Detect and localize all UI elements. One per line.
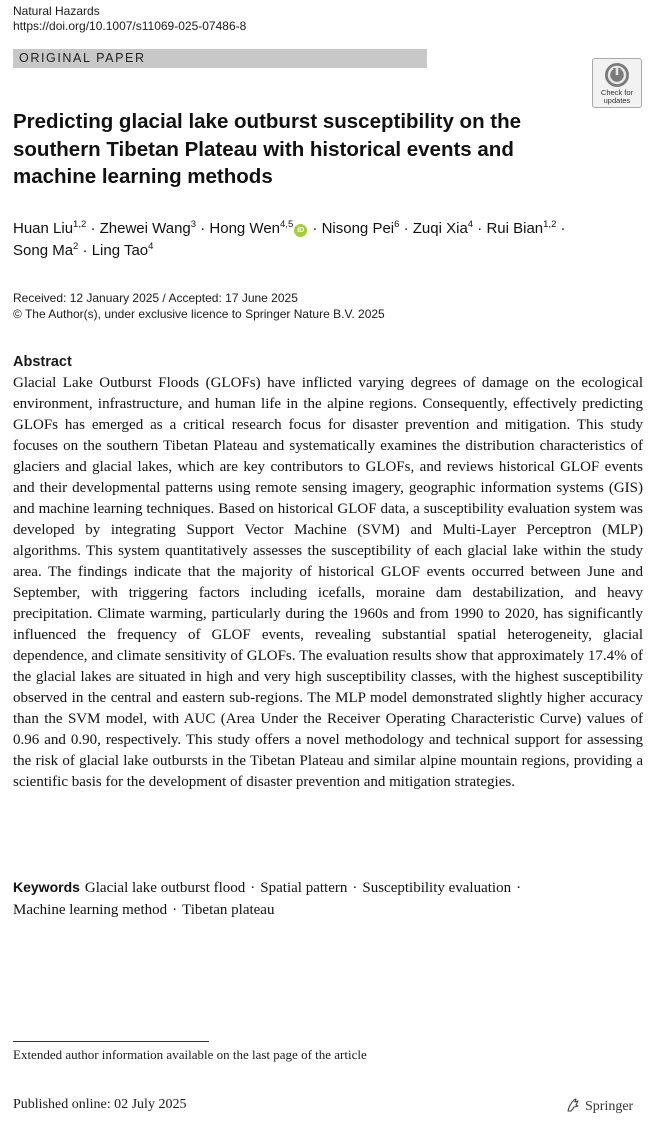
publisher-name: Springer <box>585 1099 634 1114</box>
keyword-item: Glacial lake outburst flood <box>84 880 246 896</box>
abstract-text: Glacial Lake Outburst Floods (GLOFs) have inflicted varying degrees of damage on the ecological environment, infrastructure, and human life in the alpine regions. Consequently, effectively predicting GLOFs has emerged as a critical research focus for disaster prevention and mitigation. This study focuses on the southern Tibetan Plateau and systematically examines the distribution characteristics of glaciers and glacial lakes, which are key contributors to GLOFs, and reviews historical GLOF events and their developmental patterns using remote sensing imagery, geographic information systems (GIS) and machine learning techniques. Based on historical GLOF data, a susceptibility evaluation system was developed by integrating Support Vector Machine (SVM) and Multi-Layer Perceptron (MLP) algorithms. This system quantitatively assesses the susceptibility of each glacial lake within the study area. The findings indicate that the majority of historical GLOF events occurred between June and September, with triggering factors including icefalls, moraine dam destabilization, and heavy precipitation. Climate warming, particularly during the 1960s and from 1990 to 2020, has significantly influenced the frequency of GLOF events, revealing substantial spatial heterogeneity, glacial dependence, and climate sensitivity of GLOFs. The evaluation results show that approximately 17.4% of the glacial lakes are situated in high and very high susceptibility classes, with the highest susceptibility observed in the central and eastern sub-regions. The MLP model demonstrated slightly higher accuracy than the SVM model, with AUC (Area Under the Receiver Operating Characteristic Curve) values of 0.96 and 0.90, respectively. This study offers a novel methodology and technical support for assessing the risk of glacial lake outbursts in the Tibetan Plateau and similar alpine mountain regions, providing a scientific basis for the development of disaster prevention and mitigation strategies. <box>13 375 643 790</box>
springer-logo <box>565 1097 633 1116</box>
author-name[interactable]: Nisong Pei <box>321 220 395 237</box>
author-affiliation: 3 <box>190 219 197 230</box>
keywords-section <box>13 876 623 921</box>
check-for-updates-badge[interactable] <box>592 58 642 108</box>
author-separator: · <box>312 220 318 237</box>
doi-link[interactable]: https://doi.org/10.1007/s11069-025-07486-8 <box>13 19 247 33</box>
author-list <box>13 218 613 262</box>
keyword-item: Tibetan plateau <box>182 902 275 918</box>
article-type-banner: ORIGINAL PAPER <box>13 49 427 68</box>
author-separator: · <box>560 220 566 237</box>
abstract-heading: Abstract <box>13 354 72 370</box>
author-separator: · <box>200 220 206 237</box>
author-affiliation: 6 <box>394 219 400 230</box>
author-name[interactable]: Hong Wen <box>209 220 281 237</box>
journal-name: Natural Hazards <box>13 4 100 18</box>
author-name[interactable]: Zhewei Wang <box>99 220 191 237</box>
author-affiliation: 4 <box>148 241 154 252</box>
author-name[interactable]: Huan Liu <box>13 220 74 237</box>
check-updates-icon <box>604 62 630 88</box>
author-affiliation: 2 <box>73 241 79 252</box>
received-accepted-dates: Received: 12 January 2025 / Accepted: 17 June 2025 <box>13 291 298 305</box>
author-affiliation: 1,2 <box>543 219 557 230</box>
author-name[interactable]: Ling Tao <box>91 242 149 259</box>
author-separator: · <box>90 220 96 237</box>
keyword-separator: · <box>516 880 522 896</box>
copyright-notice: © The Author(s), under exclusive licence to Springer Nature B.V. 2025 <box>13 307 385 321</box>
orcid-icon[interactable]: iD <box>294 224 307 237</box>
author-affiliation: 1,2 <box>73 219 87 230</box>
article-title: Predicting glacial lake outburst susceptibility on the southern Tibetan Plateau with historical events and machine learning methods <box>13 110 522 188</box>
badge-line-2: updates <box>603 96 631 105</box>
author-separator: · <box>477 220 483 237</box>
keyword-separator: · <box>352 880 358 896</box>
published-online-date: Published online: 02 July 2025 <box>13 1097 187 1112</box>
author-info-footnote: Extended author information available on the last page of the article <box>13 1047 367 1062</box>
author-name[interactable]: Rui Bian <box>486 220 544 237</box>
author-name[interactable]: Zuqi Xia <box>412 220 468 237</box>
springer-horse-icon <box>565 1097 581 1113</box>
keyword-separator: · <box>172 902 178 918</box>
author-separator: · <box>82 242 88 259</box>
keyword-item: Susceptibility evaluation <box>362 880 512 896</box>
author-affiliation: 4,5 <box>280 219 294 230</box>
footnote-divider <box>13 1041 209 1042</box>
author-separator: · <box>403 220 409 237</box>
keywords-label: Keywords <box>13 879 80 895</box>
badge-line-1: Check for <box>600 88 634 97</box>
author-name[interactable]: Song Ma <box>13 242 74 259</box>
keyword-separator: · <box>250 880 256 896</box>
author-affiliation: 4 <box>467 219 474 230</box>
keyword-item: Machine learning method <box>13 902 168 918</box>
keyword-item: Spatial pattern <box>260 880 348 896</box>
